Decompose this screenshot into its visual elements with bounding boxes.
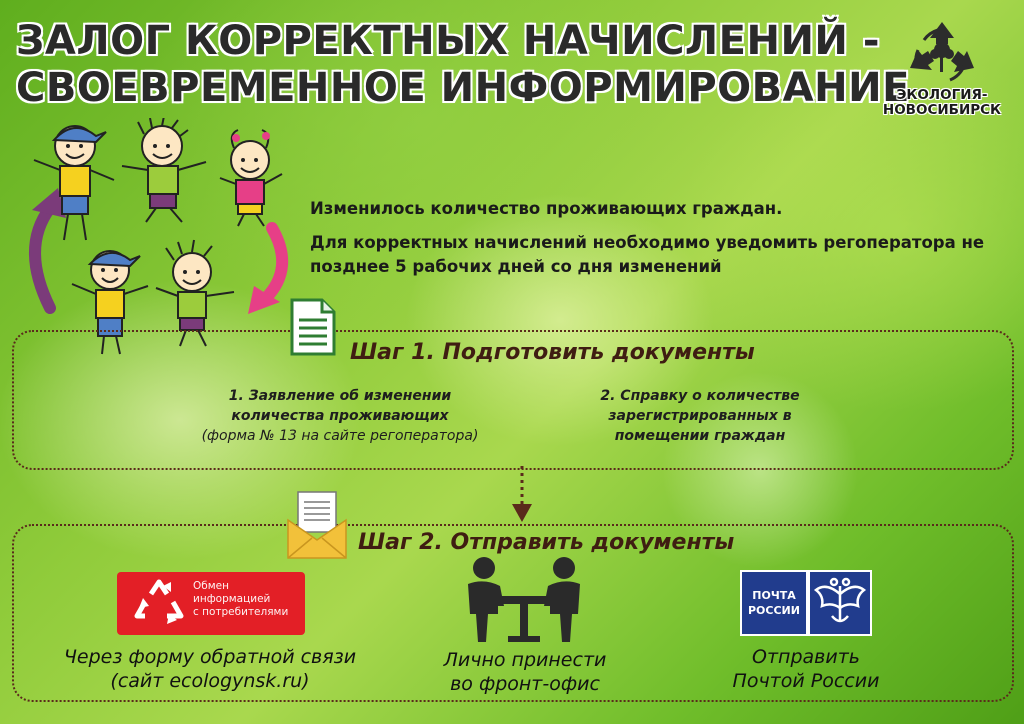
option-3-caption [706, 645, 906, 693]
logo-line-1: ЭКОЛОГИЯ- [896, 87, 988, 103]
kid-girl-icon [122, 118, 206, 222]
feedback-badge-text [193, 580, 301, 619]
item-1-line-2: количества проживающих [231, 408, 449, 424]
kid-girl-pink-icon [220, 130, 282, 226]
option-3-caption-line-1: Отправить [752, 646, 860, 668]
option-1-caption [20, 645, 400, 693]
option-1-caption-line-2: (сайт ecologynsk.ru) [110, 670, 310, 692]
recycle-icon [129, 576, 189, 632]
intro-text [310, 197, 1010, 289]
intro-line-2: Для корректных начислений необходимо уведомить регоператора не позднее 5 рабочих дней со дня изменений [310, 233, 985, 276]
item-2-line-2: зарегистрированных в [608, 408, 792, 424]
option-2-caption [420, 648, 630, 696]
purple-arrow-icon [35, 208, 50, 308]
dotted-down-arrow-icon [508, 466, 536, 524]
post-logo-line-1: ПОЧТА [752, 589, 796, 602]
intro-line-1: Изменилось количество проживающих граждан. [310, 199, 783, 218]
item-2-line-1: 2. Справку о количестве [600, 388, 800, 404]
item-2-line-3: помещении граждан [614, 428, 786, 444]
step-2-title: Шаг 2. Отправить документы [358, 530, 735, 555]
page-title-line-1: ЗАЛОГ КОРРЕКТНЫХ НАЧИСЛЕНИЙ - [16, 18, 880, 64]
item-1-line-1: 1. Заявление об изменении [228, 388, 452, 404]
post-logo-line-2: РОССИИ [748, 604, 800, 617]
badge-line-1: Обмен [193, 580, 229, 592]
envelope-letter-icon [286, 490, 348, 560]
step-1-item-1 [120, 386, 560, 446]
badge-line-2: информацией [193, 593, 271, 605]
document-icon [290, 298, 336, 356]
children-illustration [10, 118, 300, 358]
step-1-title: Шаг 1. Подготовить документы [350, 340, 755, 365]
russian-post-logo [740, 570, 872, 636]
pink-arrow-icon [266, 228, 282, 298]
option-1-caption-line-1: Через форму обратной связи [63, 646, 357, 668]
company-logo [872, 20, 1012, 130]
feedback-form-badge[interactable] [117, 572, 305, 635]
option-2-caption-line-1: Лично принести [443, 649, 607, 671]
company-logo-text [872, 88, 1012, 118]
eagle-emblem-icon [810, 572, 870, 634]
logo-line-2: НОВОСИБИРСК [882, 102, 1002, 118]
item-1-line-3: (форма № 13 на сайте регоператора) [201, 428, 479, 444]
option-3-caption-line-2: Почтой России [732, 670, 880, 692]
russian-post-wordmark [742, 572, 806, 634]
option-2-caption-line-2: во фронт-офис [450, 673, 600, 695]
page-title [16, 18, 910, 112]
step-1-item-2 [540, 386, 860, 446]
meeting-people-icon [462, 556, 586, 644]
recycle-tree-icon [902, 20, 982, 86]
badge-line-3: с потребителями [193, 606, 289, 618]
page-title-line-2: СВОЕВРЕМЕННОЕ ИНФОРМИРОВАНИЕ [16, 65, 910, 111]
